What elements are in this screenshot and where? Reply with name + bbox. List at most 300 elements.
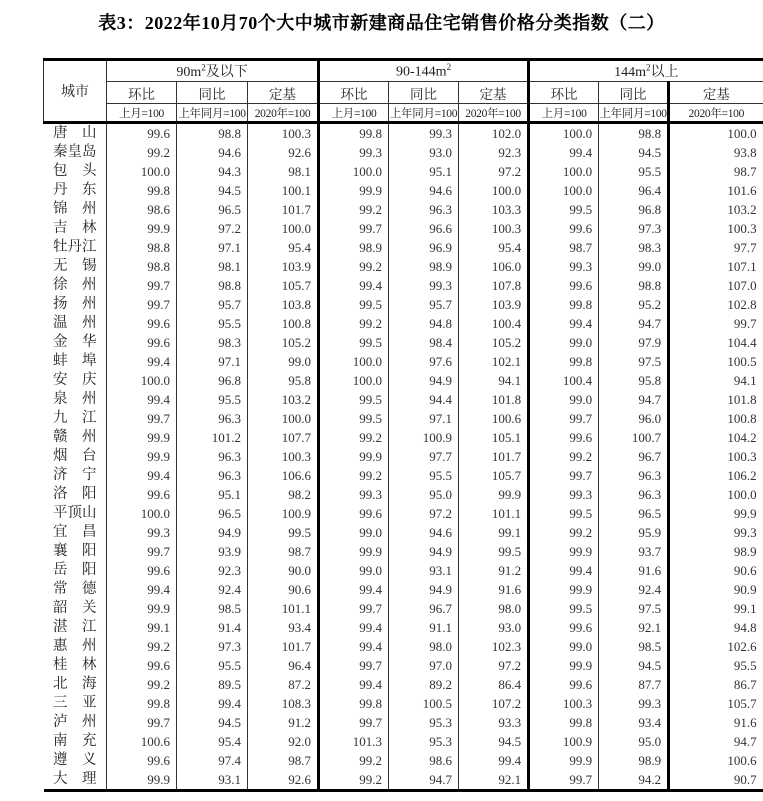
value-cell: 99.4 [529,561,599,580]
value-cell: 100.0 [529,181,599,200]
value-cell: 93.3 [459,713,529,732]
value-cell: 94.1 [459,371,529,390]
city-cell: 徐 州 [53,277,97,293]
table-row [44,770,763,791]
value-cell: 99.6 [107,314,177,333]
value-cell: 97.7 [669,238,763,257]
value-cell: 99.7 [107,542,177,561]
value-cell: 99.9 [459,485,529,504]
city-cell: 包 头 [53,163,97,179]
value-cell: 99.9 [107,770,177,791]
group-header-144-above: $144m^2$以上 [529,60,763,82]
value-cell: 105.2 [459,333,529,352]
table-row [44,466,763,485]
value-cell: 99.9 [529,751,599,770]
value-cell: 90.7 [669,770,763,791]
value-cell: 99.9 [107,447,177,466]
value-cell: 96.8 [599,200,669,219]
value-cell: 92.1 [459,770,529,791]
value-cell: 100.0 [319,162,389,181]
value-cell: 98.8 [177,276,248,295]
value-cell: 103.9 [459,295,529,314]
value-cell: 98.3 [177,333,248,352]
value-cell: 99.3 [389,276,459,295]
value-cell: 99.7 [107,713,177,732]
value-cell: 91.6 [459,580,529,599]
value-cell: 102.3 [459,637,529,656]
table-row [44,143,763,162]
value-cell: 98.9 [669,542,763,561]
value-cell: 99.9 [107,219,177,238]
value-cell: 98.8 [107,238,177,257]
base-header-2020: 2020年=100 [248,104,319,123]
value-cell: 99.9 [319,447,389,466]
value-cell: 91.6 [599,561,669,580]
value-cell: 99.5 [529,599,599,618]
value-cell: 100.5 [389,694,459,713]
value-cell: 90.9 [669,580,763,599]
value-cell: 104.4 [669,333,763,352]
metric-header-yoy: 同比 [177,82,248,104]
value-cell: 99.2 [319,466,389,485]
value-cell: 99.4 [107,580,177,599]
value-cell: 98.1 [177,257,248,276]
value-cell: 99.5 [319,295,389,314]
value-cell: 94.9 [389,580,459,599]
value-cell: 95.4 [459,238,529,257]
table-row [44,694,763,713]
value-cell: 96.5 [599,504,669,523]
value-cell: 99.6 [107,561,177,580]
table-row [44,656,763,675]
value-cell: 96.3 [599,466,669,485]
value-cell: 99.0 [529,333,599,352]
value-cell: 103.8 [248,295,319,314]
table-row [44,295,763,314]
value-cell: 102.1 [459,352,529,371]
city-cell: 北 海 [53,676,97,692]
value-cell: 99.6 [107,751,177,770]
value-cell: 92.4 [599,580,669,599]
value-cell: 99.5 [248,523,319,542]
metric-header-fixed: 定基 [248,82,319,104]
base-header-2020: 2020年=100 [459,104,529,123]
value-cell: 97.7 [389,447,459,466]
value-cell: 94.5 [599,143,669,162]
base-header-prev-month: 上月=100 [107,104,177,123]
table-row [44,257,763,276]
base-header-prev-year: 上年同月=100 [599,104,669,123]
value-cell: 104.2 [669,428,763,447]
value-cell: 99.8 [529,295,599,314]
value-cell: 98.3 [599,238,669,257]
city-cell: 丹 东 [53,182,97,198]
value-cell: 95.4 [177,732,248,751]
value-cell: 94.7 [389,770,459,791]
value-cell: 99.2 [107,675,177,694]
value-cell: 98.9 [319,238,389,257]
value-cell: 93.9 [177,542,248,561]
value-cell: 99.3 [389,123,459,144]
value-cell: 105.7 [248,276,319,295]
value-cell: 98.0 [459,599,529,618]
city-cell: 湛 江 [53,619,97,635]
metric-header-fixed: 定基 [669,82,763,104]
value-cell: 95.5 [389,466,459,485]
value-cell: 107.0 [669,276,763,295]
value-cell: 93.4 [248,618,319,637]
value-cell: 100.9 [389,428,459,447]
table-row [44,504,763,523]
value-cell: 94.6 [389,181,459,200]
value-cell: 100.4 [459,314,529,333]
metric-header-fixed: 定基 [459,82,529,104]
value-cell: 91.2 [459,561,529,580]
city-cell: 扬 州 [53,296,97,312]
metric-header-mom: 环比 [529,82,599,104]
value-cell: 99.2 [529,523,599,542]
table-row [44,542,763,561]
value-cell: 100.0 [319,352,389,371]
city-cell: 大 理 [53,771,97,787]
value-cell: 94.5 [177,713,248,732]
value-cell: 93.0 [389,143,459,162]
value-cell: 97.3 [177,637,248,656]
value-cell: 94.3 [177,162,248,181]
value-cell: 99.3 [529,257,599,276]
value-cell: 96.3 [177,447,248,466]
city-cell: 无 锡 [53,258,97,274]
value-cell: 102.0 [459,123,529,144]
value-cell: 98.7 [669,162,763,181]
value-cell: 101.3 [319,732,389,751]
value-cell: 99.7 [529,770,599,791]
value-cell: 95.7 [177,295,248,314]
value-cell: 99.7 [319,656,389,675]
value-cell: 98.8 [177,123,248,144]
city-cell: 温 州 [53,315,97,331]
value-cell: 95.4 [248,238,319,257]
city-cell: 泸 州 [53,714,97,730]
value-cell: 96.6 [389,219,459,238]
value-cell: 98.7 [248,542,319,561]
value-cell: 92.0 [248,732,319,751]
value-cell: 96.7 [389,599,459,618]
value-cell: 92.1 [599,618,669,637]
value-cell: 95.5 [177,314,248,333]
value-cell: 100.3 [459,219,529,238]
value-cell: 94.4 [389,390,459,409]
value-cell: 99.4 [319,276,389,295]
value-cell: 99.2 [319,200,389,219]
value-cell: 94.9 [389,371,459,390]
value-cell: 99.7 [107,295,177,314]
value-cell: 99.4 [319,637,389,656]
value-cell: 99.0 [529,390,599,409]
value-cell: 99.4 [459,751,529,770]
value-cell: 93.4 [599,713,669,732]
value-cell: 99.6 [529,675,599,694]
value-cell: 95.8 [599,371,669,390]
value-cell: 98.6 [389,751,459,770]
value-cell: 100.6 [459,409,529,428]
city-cell: 遵 义 [53,752,97,768]
value-cell: 99.4 [319,618,389,637]
table-row [44,561,763,580]
value-cell: 100.8 [669,409,763,428]
city-cell: 三 亚 [53,695,97,711]
table-row [44,732,763,751]
value-cell: 100.4 [529,371,599,390]
metric-header-mom: 环比 [319,82,389,104]
base-header-prev-year: 上年同月=100 [177,104,248,123]
value-cell: 97.6 [389,352,459,371]
value-cell: 99.1 [669,599,763,618]
value-cell: 96.5 [177,200,248,219]
table-row [44,580,763,599]
value-cell: 94.5 [459,732,529,751]
value-cell: 99.0 [319,523,389,542]
value-cell: 97.5 [599,352,669,371]
value-cell: 99.7 [319,219,389,238]
value-cell: 92.6 [248,143,319,162]
value-cell: 99.2 [107,637,177,656]
group-header-90-below: $90m^2$及以下 [107,60,319,82]
value-cell: 105.7 [669,694,763,713]
value-cell: 100.3 [669,447,763,466]
metric-header-mom: 环比 [107,82,177,104]
value-cell: 100.6 [107,732,177,751]
value-cell: 94.6 [389,523,459,542]
value-cell: 99.0 [599,257,669,276]
value-cell: 99.7 [669,314,763,333]
value-cell: 99.9 [529,580,599,599]
value-cell: 95.7 [389,295,459,314]
base-header-2020: 2020年=100 [669,104,763,123]
table-row [44,238,763,257]
table-header [44,60,763,123]
value-cell: 99.4 [107,352,177,371]
value-cell: 94.8 [669,618,763,637]
value-cell: 92.6 [248,770,319,791]
value-cell: 92.4 [177,580,248,599]
value-cell: 95.1 [389,162,459,181]
value-cell: 99.5 [319,390,389,409]
table-row [44,219,763,238]
value-cell: 96.8 [177,371,248,390]
value-cell: 99.8 [529,352,599,371]
value-cell: 93.8 [669,143,763,162]
value-cell: 94.7 [669,732,763,751]
value-cell: 98.1 [248,162,319,181]
value-cell: 100.0 [529,123,599,144]
value-cell: 97.0 [389,656,459,675]
value-cell: 99.3 [319,143,389,162]
table-row [44,200,763,219]
city-cell: 韶 关 [53,600,97,616]
value-cell: 98.0 [389,637,459,656]
value-cell: 91.6 [669,713,763,732]
value-cell: 98.4 [389,333,459,352]
value-cell: 99.6 [529,219,599,238]
value-cell: 100.1 [248,181,319,200]
table-row [44,523,763,542]
value-cell: 91.1 [389,618,459,637]
value-cell: 99.4 [529,143,599,162]
header-row-base [44,104,763,123]
value-cell: 99.5 [319,409,389,428]
value-cell: 99.4 [529,314,599,333]
value-cell: 98.8 [599,123,669,144]
value-cell: 100.9 [529,732,599,751]
value-cell: 99.5 [529,200,599,219]
value-cell: 98.8 [599,276,669,295]
value-cell: 100.9 [248,504,319,523]
value-cell: 99.5 [459,542,529,561]
value-cell: 99.4 [177,694,248,713]
group-header-90-144: $90-144m^2$ [319,60,529,82]
table-row [44,428,763,447]
value-cell: 91.4 [177,618,248,637]
value-cell: 87.2 [248,675,319,694]
value-cell: 99.3 [529,485,599,504]
value-cell: 101.1 [459,504,529,523]
value-cell: 107.2 [459,694,529,713]
city-cell: 桂 林 [53,657,97,673]
value-cell: 100.3 [248,123,319,144]
city-cell: 牡丹江 [53,239,97,255]
value-cell: 95.8 [248,371,319,390]
value-cell: 95.5 [177,390,248,409]
value-cell: 108.3 [248,694,319,713]
value-cell: 100.0 [669,123,763,144]
value-cell: 96.9 [389,238,459,257]
value-cell: 90.0 [248,561,319,580]
value-cell: 103.3 [459,200,529,219]
value-cell: 100.3 [669,219,763,238]
base-header-prev-month: 上月=100 [319,104,389,123]
city-column-header: 城市 [44,60,107,123]
table-row [44,352,763,371]
city-cell: 吉 林 [53,220,97,236]
value-cell: 97.1 [389,409,459,428]
value-cell: 95.0 [389,485,459,504]
value-cell: 93.7 [599,542,669,561]
value-cell: 97.4 [177,751,248,770]
city-cell: 蚌 埠 [53,353,97,369]
table-row [44,162,763,181]
value-cell: 90.6 [248,580,319,599]
value-cell: 99.2 [319,751,389,770]
city-cell: 南 充 [53,733,97,749]
value-cell: 100.6 [669,751,763,770]
value-cell: 99.3 [599,694,669,713]
value-cell: 94.6 [177,143,248,162]
city-cell: 洛 阳 [53,486,97,502]
value-cell: 99.2 [319,314,389,333]
value-cell: 94.9 [389,542,459,561]
value-cell: 97.2 [459,162,529,181]
value-cell: 101.7 [459,447,529,466]
value-cell: 99.4 [107,390,177,409]
city-cell: 九 江 [53,410,97,426]
value-cell: 99.6 [319,504,389,523]
value-cell: 99.4 [319,675,389,694]
value-cell: 98.6 [107,200,177,219]
value-cell: 99.0 [319,561,389,580]
value-cell: 96.0 [599,409,669,428]
value-cell: 94.7 [599,390,669,409]
value-cell: 100.0 [248,409,319,428]
value-cell: 95.2 [599,295,669,314]
value-cell: 94.1 [669,371,763,390]
value-cell: 97.1 [177,238,248,257]
value-cell: 98.7 [248,751,319,770]
value-cell: 100.0 [107,162,177,181]
value-cell: 99.9 [529,656,599,675]
value-cell: 103.2 [248,390,319,409]
value-cell: 95.0 [599,732,669,751]
value-cell: 99.9 [319,542,389,561]
value-cell: 97.2 [459,656,529,675]
value-cell: 96.5 [177,504,248,523]
value-cell: 101.1 [248,599,319,618]
value-cell: 90.6 [669,561,763,580]
table-row [44,123,763,144]
header-row-metrics [44,82,763,104]
value-cell: 98.8 [107,257,177,276]
value-cell: 99.3 [319,485,389,504]
table-row [44,333,763,352]
table-row [44,409,763,428]
value-cell: 100.0 [248,219,319,238]
value-cell: 89.5 [177,675,248,694]
table-row [44,390,763,409]
table-row [44,485,763,504]
value-cell: 99.7 [529,466,599,485]
value-cell: 100.0 [107,504,177,523]
value-cell: 100.3 [529,694,599,713]
value-cell: 99.3 [107,523,177,542]
value-cell: 89.2 [389,675,459,694]
city-cell: 襄 阳 [53,543,97,559]
value-cell: 99.2 [319,770,389,791]
city-cell: 烟 台 [53,448,97,464]
value-cell: 97.2 [389,504,459,523]
value-cell: 100.0 [459,181,529,200]
city-cell: 安 庆 [53,372,97,388]
city-cell: 常 德 [53,581,97,597]
value-cell: 93.1 [177,770,248,791]
value-cell: 96.3 [177,409,248,428]
city-cell: 赣 州 [53,429,97,445]
value-cell: 99.9 [107,428,177,447]
city-cell: 岳 阳 [53,562,97,578]
value-cell: 98.9 [599,751,669,770]
value-cell: 99.6 [107,485,177,504]
value-cell: 102.8 [669,295,763,314]
value-cell: 107.1 [669,257,763,276]
value-cell: 94.5 [599,656,669,675]
value-cell: 105.7 [459,466,529,485]
value-cell: 92.3 [459,143,529,162]
metric-header-yoy: 同比 [599,82,669,104]
value-cell: 91.2 [248,713,319,732]
city-cell: 锦 州 [53,201,97,217]
value-cell: 97.9 [599,333,669,352]
value-cell: 99.5 [319,333,389,352]
value-cell: 99.7 [319,713,389,732]
